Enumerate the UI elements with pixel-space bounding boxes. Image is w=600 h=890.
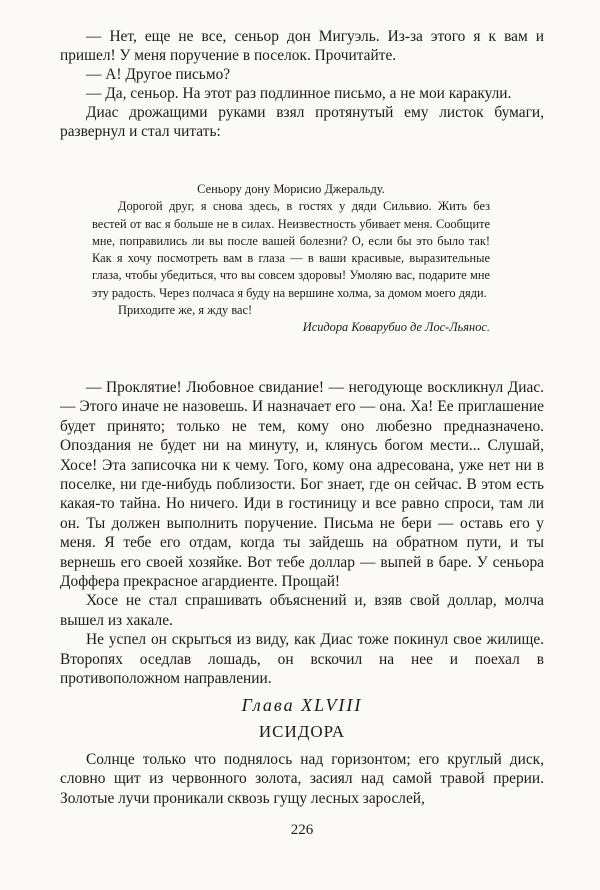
paragraph: Солнце только что поднялось над горизонтом; его круглый диск, словно щит из червонного золота, засиял над самой травой прерии. Золотые лучи проникали сквозь гущу лесных зарослей,	[60, 751, 544, 807]
paragraph: Не успел он скрыться из виду, как Диас тоже покинул свое жилище. Второпях оседлав лошадь, он вскочил на нее и поехал в противоположном направлении.	[60, 631, 544, 688]
paragraph: Диас дрожащими руками взял протянутый ему листок бумаги, развернул и стал читать:	[60, 103, 544, 140]
paragraph: — Нет, еще не все, сеньор дон Мигуэль. Из-за этого я к вам и пришел! У меня поручение в поселок. Прочитайте.	[60, 28, 544, 64]
page-number: 226	[290, 822, 314, 838]
chapter-number: Глава XLVIII	[241, 695, 363, 715]
paragraph: Хосе не стал спрашивать объяснений и, взяв свой доллар, молча вышел из хакале.	[60, 592, 544, 629]
chapter-title: ИСИДОРА	[258, 722, 346, 741]
narrative-after-letter	[60, 378, 544, 689]
paragraph: — А! Другое письмо?	[86, 65, 231, 83]
paragraph: — Проклятие! Любовное свидание! — негодующе воскликнул Диас. — Этого иначе не назовешь. И назначает его — она. Ха! Ее приглашение будет принято; только не тем, кому оно любезно предназначено. Опоздания не будет ни на минуту, и, клянусь богом мести... Слушай, Хосе! Эта записочка ни к чему. Того, кому она адресована, уже нет ни в поселке, ни где-нибудь поблизости. Бог знает, где он сейчас. В этом есть какая-то тайна. Но ничего. Иди в гостиницу и все равно спроси, там ли он. Ты должен выполнить поручение. Письма не бери — оставь его у меня. Я тебе его отдам, когда ты зайдешь на обратном пути, и ты вернешь его своей хозяйке. Вот тебе доллар — выпей в баре. У сеньора Доффера прекрасное агардиенте. Прощай!	[60, 379, 544, 591]
dialogue-top	[60, 28, 544, 141]
paragraph: — Да, сеньор. На этот раз подлинное письмо, а не мои каракули.	[86, 84, 512, 102]
chapter-opening	[60, 750, 544, 808]
letter-body: Дорогой друг, я снова здесь, в гостях у дяди Сильвио. Жить без вестей от вас я больше не в силах. Неизвестность убивает меня. Сообщите мне, поправились ли вы после вашей болезни? О, если бы это было так! Как я хочу посмотреть вам в глаза — в ваши красивые, выразительные глаза, чтобы убедиться, что вы совсем здоровы! Умоляю вас, подарите мне эту радость. Через полчаса я буду на вершине холма, за домом моего дяди.	[92, 199, 490, 300]
quoted-letter	[92, 181, 490, 337]
letter-signature: Исидора Коварубио де Лос-Льянос.	[302, 320, 490, 335]
letter-closing: Приходите же, я жду вас!	[118, 303, 253, 318]
letter-address: Сеньору дону Морисио Джеральду.	[197, 182, 385, 196]
